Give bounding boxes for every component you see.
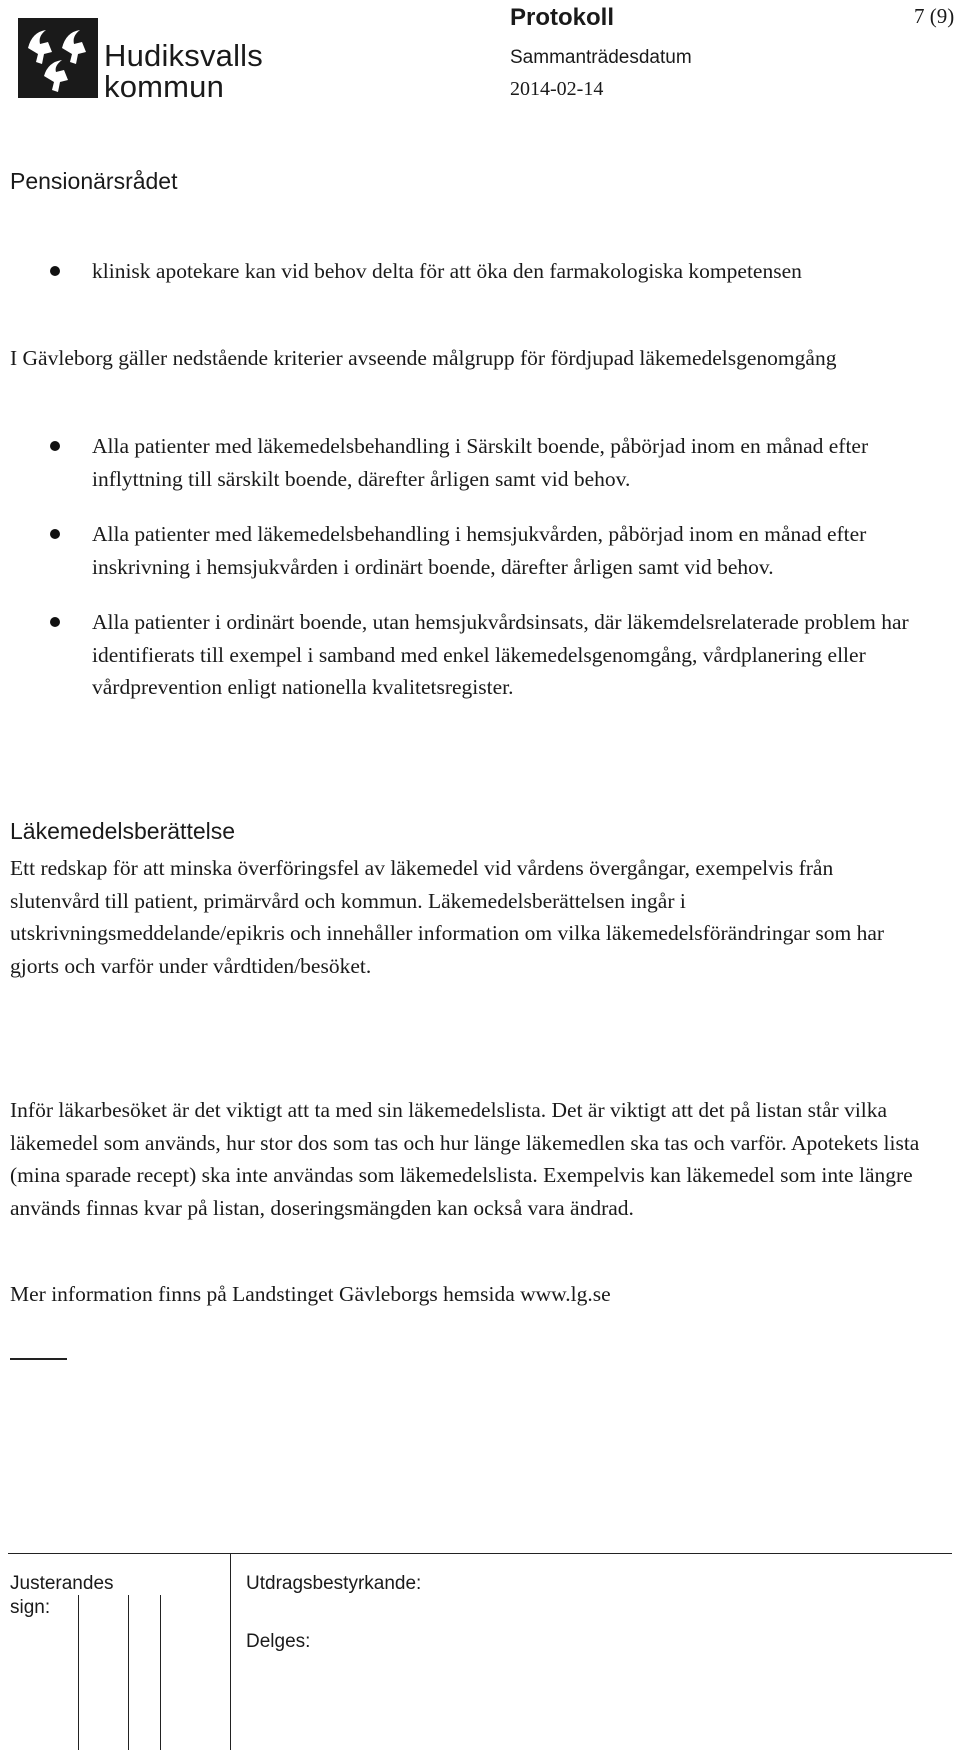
criteria-intro: I Gävleborg gäller nedstående kriterier avseende målgrupp för fördjupad läkemedelsgenomgång (10, 346, 837, 370)
medication-story-paragraph: Ett redskap för att minska överföringsfel av läkemedel vid vårdens övergångar, exempelvis från slutenvård till patient, primärvård och kommun. Läkemedelsberättelsen ingår i utskrivningsmeddelande/epikris och innehåller information om vilka läkemedelsförändringar som har gjorts och varför under vårdtiden/besöket. (10, 856, 885, 978)
footer-signature-label (10, 1572, 114, 1620)
bullet-list-criteria (0, 430, 912, 704)
municipality-logo (18, 18, 270, 104)
extract-certification-label: Utdragsbestyrkande: (246, 1573, 422, 1594)
justerandes-label: Justerandes (10, 1573, 114, 1594)
footer-divider (8, 1553, 952, 1554)
more-info-paragraph: Mer information finns på Landstinget Gävleborgs hemsida www.lg.se (10, 1282, 611, 1306)
goats-emblem-icon (18, 18, 98, 98)
signature-box-line (160, 1595, 161, 1750)
bullet-icon (50, 617, 60, 627)
bullet-list-competence (0, 255, 912, 288)
list-item-text: Alla patienter i ordinärt boende, utan hemsjukvårdsinsats, där läkemdelsrelaterade problem har identifierats till exempel i samband med enkel läkemedelsgenomgång, vårdplanering eller vårdprevention enligt nationella kvalitetsregister. (92, 610, 909, 699)
logo-line-1: Hudiksvalls (104, 38, 263, 73)
subheading-medication-story: Läkemedelsberättelse (10, 818, 236, 844)
list-item (0, 606, 912, 704)
list-item-text: Alla patienter med läkemedelsbehandling i hemsjukvården, påbörjad inom en månad efter inskrivning i hemsjukvården i ordinärt boende, därefter årligen samt vid behov. (92, 522, 867, 579)
bullet-icon (50, 441, 60, 451)
list-item (0, 518, 912, 583)
bullet-icon (50, 529, 60, 539)
meeting-date: 2014-02-14 (510, 78, 604, 100)
list-item (0, 430, 912, 495)
signature-box-line (128, 1595, 129, 1750)
separator-line (10, 1358, 67, 1360)
document-type: Protokoll (510, 4, 615, 31)
logo-line-2: kommun (104, 69, 225, 104)
sign-label: sign: (10, 1597, 51, 1618)
list-item-text: klinisk apotekare kan vid behov delta för att öka den farmakologiska kompetensen (92, 259, 802, 283)
list-item-text: Alla patienter med läkemedelsbehandling i Särskilt boende, påbörjad inom en månad efter inflyttning till särskilt boende, därefter årligen samt vid behov. (92, 434, 869, 491)
meeting-date-label: Sammanträdesdatum (510, 47, 692, 68)
distribution-label: Delges: (246, 1631, 311, 1652)
page-number: 7 (9) (914, 4, 955, 28)
signature-box-line (78, 1595, 79, 1750)
logo-wordmark (104, 40, 263, 102)
list-item (0, 255, 912, 288)
bullet-icon (50, 266, 60, 276)
signature-box-line (230, 1553, 231, 1750)
section-title: Pensionärsrådet (10, 168, 178, 194)
doctor-visit-paragraph: Inför läkarbesöket är det viktigt att ta med sin läkemedelslista. Det är viktigt att det på listan står vilka läkemedel som används, hur stor dos som tas och hur länge läkemedlen ska tas och varför. Apotekets lista (mina sparade recept) ska inte användas som läkemedelslista. Exempelvis kan läkemedel som inte längre används finnas kvar på listan, doseringsmängden kan också vara ändrad. (10, 1098, 920, 1220)
